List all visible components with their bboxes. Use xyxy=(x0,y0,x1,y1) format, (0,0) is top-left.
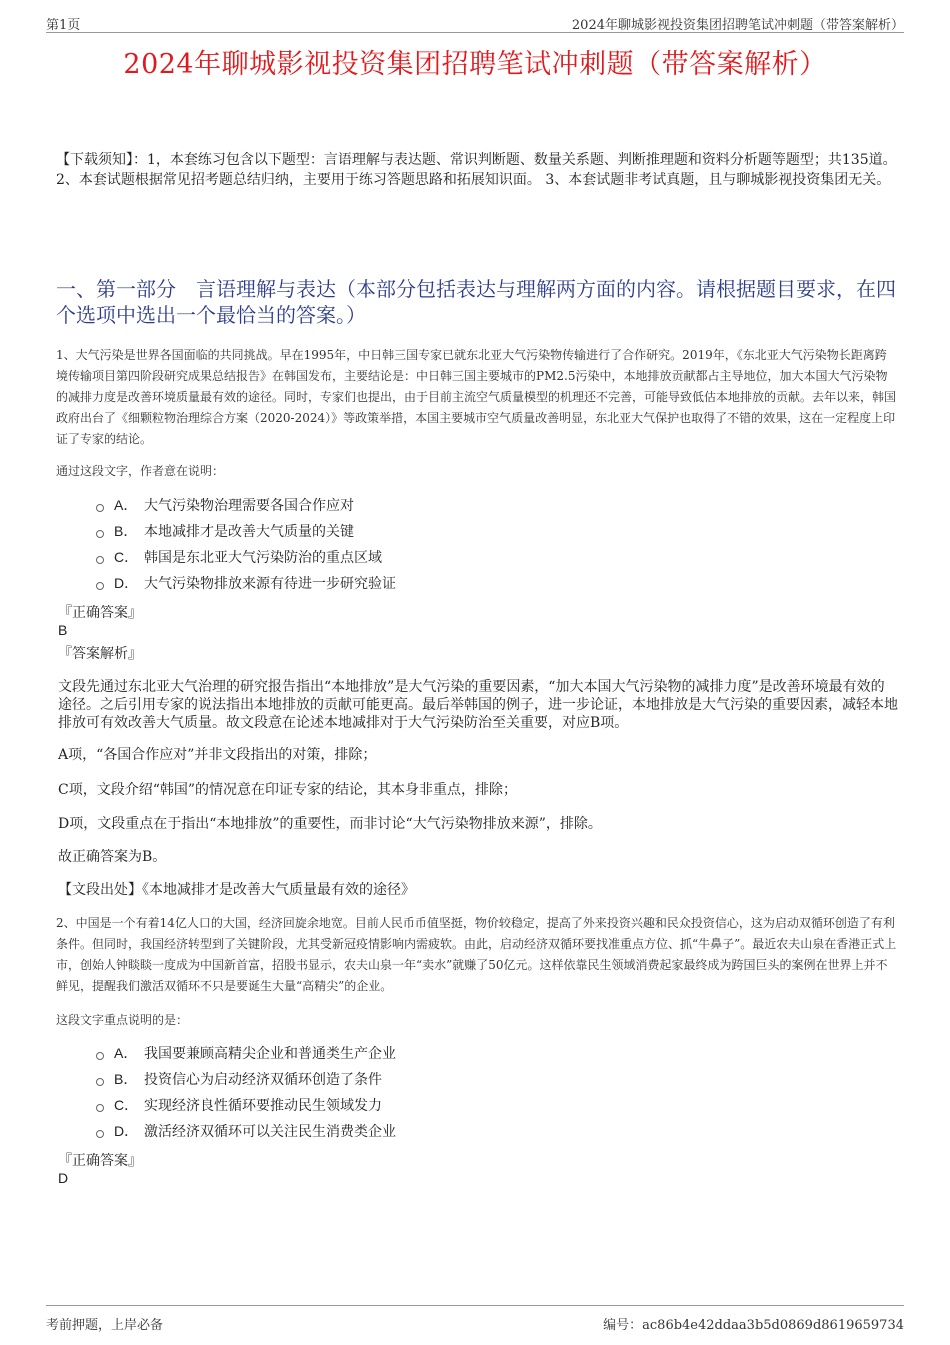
answer-label: 『正确答案』 xyxy=(58,605,142,621)
answer-label: 『正确答案』 xyxy=(58,1153,142,1169)
radio-icon[interactable] xyxy=(96,1078,104,1086)
analysis-label: 『答案解析』 xyxy=(58,646,142,662)
radio-icon[interactable] xyxy=(96,582,104,590)
option-a[interactable]: A． 我国要兼顾高精尖企业和普通类生产企业 xyxy=(96,1040,396,1066)
question-2-text: 2、中国是一个有着14亿人口的大国，经济回旋余地宽。目前人民币币值坚挺，物价较稳定，提高了外来投资兴趣和民众投资信心，这为启动双循环创造了有利条件。但同时，我国经济转型到了关键阶段，尤其受新冠疫情影响内需疲软。由此，启动经济双循环要找准重点方位、抓“牛鼻子”。最近农夫山泉在香港正式上市，创始人钟睒睒一度成为中国新首富，招股书显示，农夫山泉一年“卖水”就赚了50亿元。这样依靠民生领域消费起家最终成为跨国巨头的案例在世界上并不鲜见，提醒我们激活双循环不只是要诞生大量“高精尖”的企业。 xyxy=(56,916,897,993)
analysis-option-c: C项，文段介绍“韩国”的情况意在印证专家的结论，其本身非重点，排除； xyxy=(58,782,518,798)
radio-icon[interactable] xyxy=(96,530,104,538)
radio-icon[interactable] xyxy=(96,1130,104,1138)
option-d[interactable]: D． 大气污染物排放来源有待进一步研究验证 xyxy=(96,570,396,596)
page-header xyxy=(46,12,904,33)
page-title: 2024年聊城影视投资集团招聘笔试冲刺题（带答案解析） xyxy=(123,49,827,80)
analysis-option-d: D项，文段重点在于指出“本地排放”的重要性，而非讨论“大气污染物排放来源”，排除。 xyxy=(58,816,602,832)
header-doc-title: 2024年聊城影视投资集团招聘笔试冲刺题（带答案解析） xyxy=(571,18,904,33)
option-d[interactable]: D． 激活经济双循环可以关注民生消费类企业 xyxy=(96,1118,396,1144)
option-b[interactable]: B． 投资信心为启动经济双循环创造了条件 xyxy=(96,1066,396,1092)
radio-icon[interactable] xyxy=(96,1052,104,1060)
question-2-prompt: 这段文字重点说明的是： xyxy=(56,1013,189,1027)
answer-value: D xyxy=(58,1170,69,1186)
question-1-prompt: 通过这段文字，作者意在说明： xyxy=(56,464,225,478)
page-footer xyxy=(46,1305,904,1334)
analysis-conclusion: 故正确答案为B。 xyxy=(58,849,167,865)
download-notice: 【下载须知】：1，本套练习包含以下题型：言语理解与表达题、常识判断题、数量关系题、判断推理题和资料分析题等题型；共135道。 2、本套试题根据常见招考题总结归纳，主要用于练习答题思路和拓展知识面。 3、本套试题非考试真题，且与聊城影视投资集团无关。 xyxy=(56,152,897,188)
radio-icon[interactable] xyxy=(96,1104,104,1112)
option-b[interactable]: B． 本地减排才是改善大气质量的关键 xyxy=(96,518,396,544)
page-number: 第1页 xyxy=(46,18,81,33)
footer-slogan: 考前押题，上岸必备 xyxy=(46,1318,164,1333)
section-heading: 一、第一部分 言语理解与表达（本部分包括表达与理解两方面的内容。请根据题目要求，在四个选项中选出一个最恰当的答案。） xyxy=(56,277,896,327)
answer-value: B xyxy=(58,622,68,638)
option-c[interactable]: C． 韩国是东北亚大气污染防治的重点区域 xyxy=(96,544,396,570)
document-id: 编号：ac86b4e42ddaa3b5d0869d8619659734 xyxy=(603,1318,904,1333)
analysis-paragraph: 文段先通过东北亚大气治理的研究报告指出“本地排放”是大气污染的重要因素，“加大本国大气污染物的减排力度”是改善环境最有效的途径。之后引用专家的说法指出本地排放的贡献可能更高。最后举韩国的例子，进一步论证，本地排放是大气污染的重要因素，减轻本地排放可有效改善大气质量。故文段意在论述本地减排对于大气污染防治至关重要，对应B项。 xyxy=(58,679,898,731)
option-c[interactable]: C． 实现经济良性循环要推动民生领域发力 xyxy=(96,1092,396,1118)
analysis-source: 【文段出处】《本地减排才是改善大气质量最有效的途径》 xyxy=(58,882,415,898)
question-1-text: 1、大气污染是世界各国面临的共同挑战。早在1995年，中日韩三国专家已就东北亚大气污染物传输进行了合作研究。2019年，《东北亚大气污染物长距离跨境传输项目第四阶段研究成果总结报告》在韩国发布，主要结论是：中日韩三国主要城市的PM2.5污染中，本地排放贡献都占主导地位，加大本国大气污染物的减排力度是改善环境质量最有效的途径。同时，专家们也提出，由于目前主流空气质量模型的机理还不完善，可能导致低估本地排放的贡献。去年以来，韩国政府出台了《细颗粒物治理综合方案（2020-2024）》等政策举措，本国主要城市空气质量改善明显，东北亚大气保护也取得了不错的效果，这在一定程度上印证了专家的结论。 xyxy=(56,348,897,446)
option-a[interactable]: A． 大气污染物治理需要各国合作应对 xyxy=(96,492,396,518)
question-2-options xyxy=(96,1040,396,1144)
radio-icon[interactable] xyxy=(96,556,104,564)
radio-icon[interactable] xyxy=(96,504,104,512)
analysis-option-a: A项，“各国合作应对”并非文段指出的对策，排除； xyxy=(58,747,377,763)
question-1-options xyxy=(96,492,396,596)
